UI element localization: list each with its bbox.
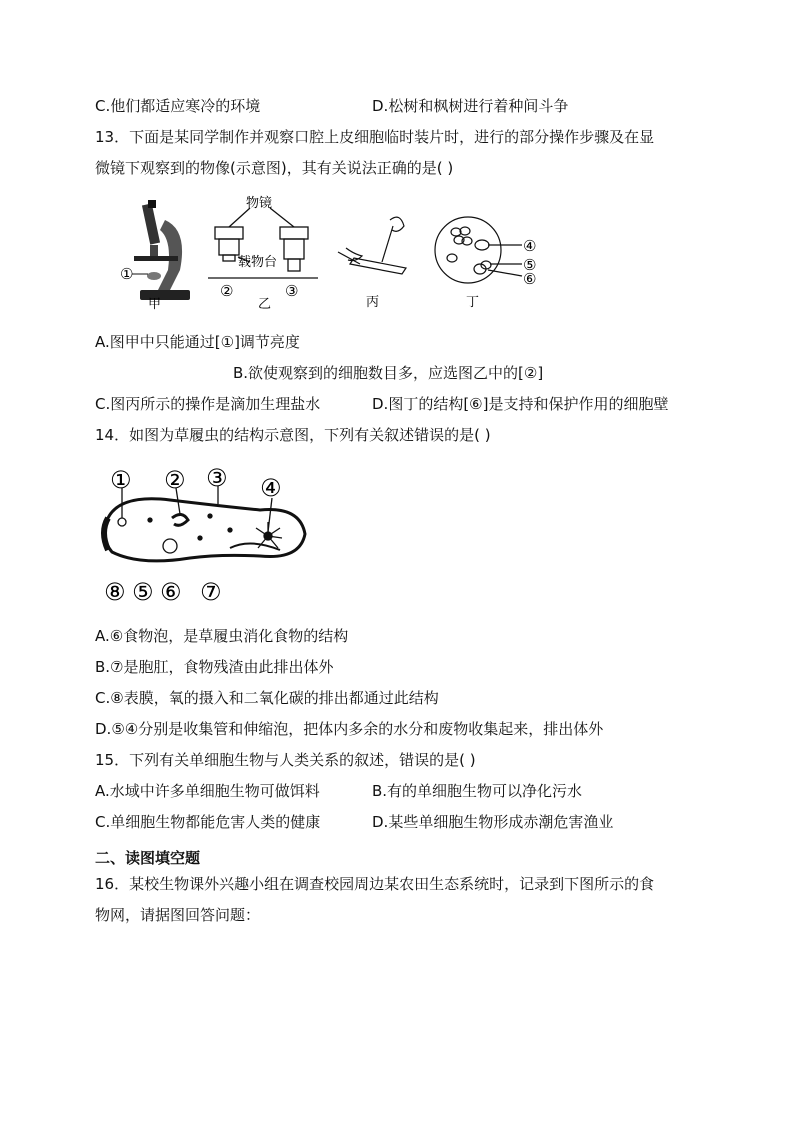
q15-option-c: C.单细胞生物都能危害人类的健康	[95, 813, 321, 831]
q13-option-c: C.图丙所示的操作是滴加生理盐水	[95, 395, 321, 413]
q14-option-a: A.⑥食物泡，是草履虫消化食物的结构	[95, 627, 349, 645]
caption-jia: 甲	[148, 297, 162, 312]
marker-4: ④	[260, 474, 282, 502]
marker-3: ③	[206, 464, 228, 492]
q13-option-a: A.图甲中只能通过[①]调节亮度	[95, 333, 300, 351]
caption-bing: 丙	[366, 295, 380, 310]
q13-stem-line1: 13．下面是某同学制作并观察口腔上皮细胞临时装片时，进行的部分操作步骤及在显	[95, 128, 655, 146]
marker-3: ③	[285, 282, 299, 300]
marker-4: ④	[523, 237, 537, 255]
slide-operation-illustration	[338, 217, 406, 274]
caption-ding: 丁	[466, 295, 480, 310]
q12-option-c: C.他们都适应寒冷的环境	[95, 97, 261, 115]
label-objective: 物镜	[246, 196, 273, 211]
marker-7: ⑦	[200, 578, 222, 606]
q15-option-b: B.有的单细胞生物可以净化污水	[372, 782, 583, 800]
q14-option-c: C.⑧表膜，氧的摄入和二氧化碳的排出都通过此结构	[95, 689, 439, 707]
q13-option-b: B.欲使观察到的细胞数目多，应选图乙中的[②]	[233, 364, 544, 382]
field-of-view	[435, 217, 522, 283]
q12-option-d: D.松树和枫树进行着种间斗争	[372, 97, 569, 115]
marker-2: ②	[164, 466, 186, 494]
label-stage: 载物台	[238, 255, 278, 270]
q14-option-b: B.⑦是胞肛，食物残渣由此排出体外	[95, 658, 334, 676]
marker-6: ⑥	[523, 270, 537, 288]
q14-option-d: D.⑤④分别是收集管和伸缩泡，把体内多余的水分和废物收集起来，排出体外	[95, 720, 604, 738]
marker-1: ①	[120, 265, 134, 283]
marker-8: ⑧	[104, 578, 126, 606]
microscope-illustration	[132, 200, 190, 300]
q14-stem: 14．如图为草履虫的结构示意图，下列有关叙述错误的是( )	[95, 426, 491, 444]
q15-option-d: D.某些单细胞生物形成赤潮危害渔业	[372, 813, 614, 831]
q16-stem-line1: 16．某校生物课外兴趣小组在调查校园周边某农田生态系统时，记录到下图所示的食	[95, 875, 655, 893]
q15-option-a: A.水域中许多单细胞生物可做饵料	[95, 782, 320, 800]
marker-1: ①	[110, 466, 132, 494]
marker-5: ⑤	[523, 256, 537, 274]
marker-2: ②	[220, 282, 234, 300]
q13-option-d: D.图丁的结构[⑥]是支持和保护作用的细胞壁	[372, 395, 669, 413]
q15-stem: 15．下列有关单细胞生物与人类关系的叙述，错误的是( )	[95, 751, 476, 769]
section-heading: 二、读图填空题	[95, 849, 201, 867]
marker-6: ⑥	[160, 578, 182, 606]
marker-5: ⑤	[132, 578, 154, 606]
q13-figure	[110, 190, 550, 315]
caption-yi: 乙	[258, 297, 272, 312]
q14-paramecium-figure	[100, 458, 320, 608]
q13-stem-line2: 微镜下观察到的物像(示意图)，其有关说法正确的是( )	[95, 159, 454, 177]
q16-stem-line2: 物网，请据图回答问题：	[95, 906, 261, 924]
